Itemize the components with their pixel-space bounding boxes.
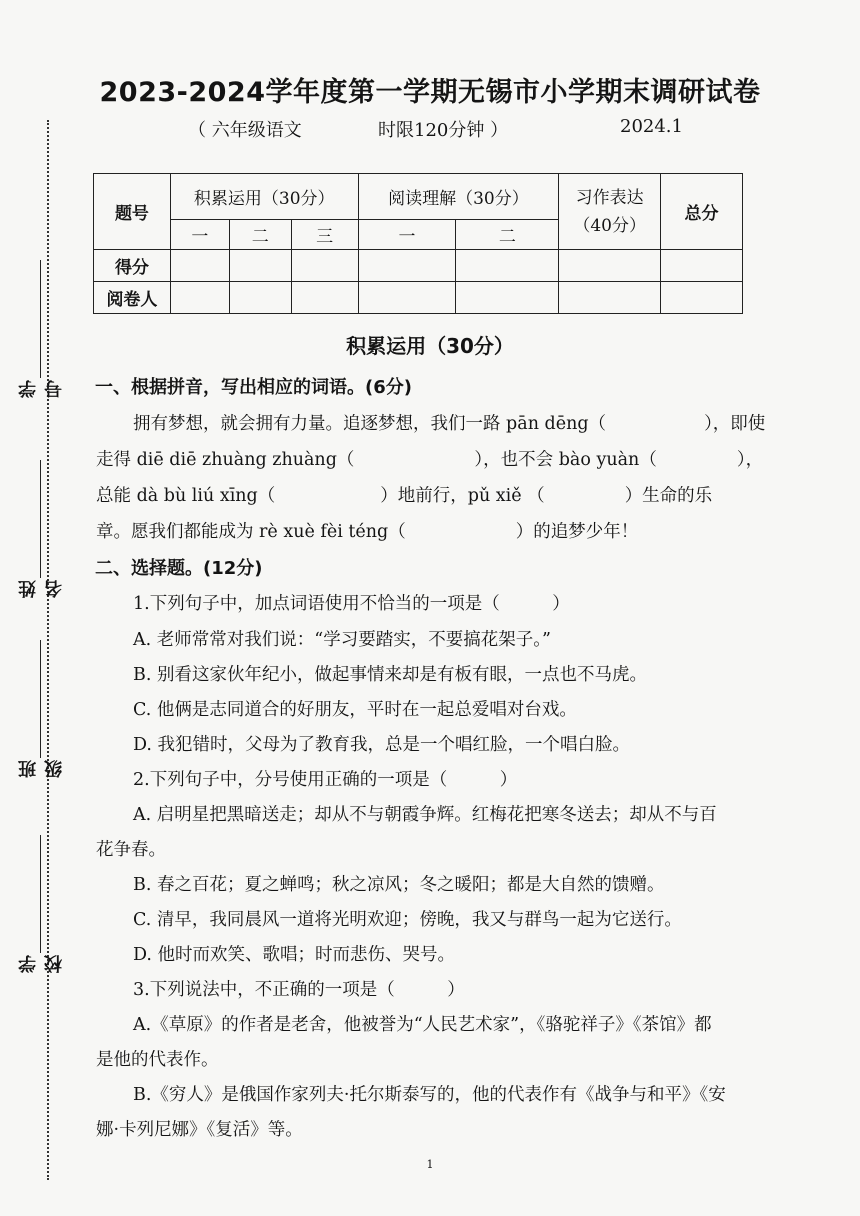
score-row-label: 得分 <box>94 250 171 282</box>
score-cell[interactable] <box>291 250 358 282</box>
time-limit: 时限120分钟 ） <box>378 120 509 141</box>
option-line: D. 他时而欢笑、歌唱；时而悲伤、哭号。 <box>133 945 456 965</box>
score-cell[interactable] <box>358 250 456 282</box>
exam-date: 2024.1 <box>620 116 683 137</box>
total-header: 总分 <box>661 174 743 250</box>
grader-cell[interactable] <box>559 282 661 314</box>
binding-margin <box>0 120 70 1180</box>
exam-title: 2023-2024学年度第一学期无锡市小学期末调研试卷 <box>99 77 761 108</box>
q2-heading: 二、选择题。(12分) <box>95 558 263 579</box>
sub-col-header: 三 <box>291 220 358 250</box>
score-cell[interactable] <box>170 250 229 282</box>
question-line: 2.下列句子中，分号使用正确的一项是（ ） <box>133 770 518 790</box>
sub-col-header: 二 <box>456 220 559 250</box>
question-number-header: 题号 <box>94 174 171 250</box>
option-line-continued: 是他的代表作。 <box>96 1050 219 1070</box>
grade-label: （ 六年级语文 <box>188 120 302 141</box>
grader-row-label: 阅卷人 <box>94 282 171 314</box>
question-line: 1.下列句子中，加点词语使用不恰当的一项是（ ） <box>133 594 570 614</box>
sub-col-header: 一 <box>170 220 229 250</box>
field-line <box>40 260 41 378</box>
q1-line-1: 拥有梦想，就会拥有力量。追逐梦想，我们一路 pān dēng（ ），即使 <box>133 414 766 434</box>
field-label: 班级 <box>18 760 65 778</box>
q1-heading: 一、根据拼音，写出相应的词语。(6分) <box>95 377 412 398</box>
field-line <box>40 835 41 953</box>
grader-cell[interactable] <box>170 282 229 314</box>
sub-col-header: 二 <box>229 220 291 250</box>
option-line-continued: 娜·卡列尼娜》《复活》等。 <box>96 1120 303 1140</box>
option-line: A. 启明星把黑暗送走；却从不与朝霞争辉。红梅花把寒冬送去；却从不与百 <box>133 805 717 825</box>
q1-line-4: 章。愿我们都能成为 rè xuè fèi téng（ ）的追梦少年！ <box>96 522 639 542</box>
option-line: B. 春之百花；夏之蝉鸣；秋之凉风；冬之暖阳；都是大自然的馈赠。 <box>133 875 665 895</box>
option-line: C. 清早，我同晨风一道将光明欢迎；傍晚，我又与群鸟一起为它送行。 <box>133 910 682 930</box>
section-title: 积累运用（30分） <box>346 334 514 358</box>
grader-cell[interactable] <box>661 282 743 314</box>
grader-cell[interactable] <box>291 282 358 314</box>
option-line: B. 别看这家伙年纪小，做起事情来却是有板有眼，一点也不马虎。 <box>133 665 647 685</box>
score-cell[interactable] <box>229 250 291 282</box>
field-line <box>40 460 41 578</box>
field-label: 学校 <box>18 955 65 973</box>
field-label: 姓名 <box>18 580 65 598</box>
sub-col-header: 一 <box>358 220 456 250</box>
grader-cell[interactable] <box>358 282 456 314</box>
grader-cell[interactable] <box>456 282 559 314</box>
score-table <box>93 173 743 314</box>
q1-line-3: 总能 dà bù liú xīng（ ）地前行，pǔ xiě （ ）生命的乐 <box>96 486 713 506</box>
option-line: C. 他俩是志同道合的好朋友，平时在一起总爱唱对台戏。 <box>133 700 577 720</box>
accumulation-header: 积累运用（30分） <box>170 174 358 220</box>
option-line: A. 老师常常对我们说：“学习要踏实，不要搞花架子。” <box>133 630 551 650</box>
option-line-continued: 花争春。 <box>96 840 166 860</box>
writing-header: 习作表达（40分） <box>559 174 661 250</box>
q1-line-2: 走得 diē diē zhuàng zhuàng（ ），也不会 bào yuàn（ ）， <box>96 450 764 470</box>
page-number: 1 <box>426 1158 434 1171</box>
option-line: A.《草原》的作者是老舍，他被誉为“人民艺术家”，《骆驼祥子》《茶馆》都 <box>133 1015 712 1035</box>
field-line <box>40 640 41 758</box>
grader-cell[interactable] <box>229 282 291 314</box>
option-line: D. 我犯错时，父母为了教育我，总是一个唱红脸，一个唱白脸。 <box>133 735 631 755</box>
score-cell[interactable] <box>661 250 743 282</box>
option-line: B.《穷人》是俄国作家列夫·托尔斯泰写的，他的代表作有《战争与和平》《安 <box>133 1085 726 1105</box>
reading-header: 阅读理解（30分） <box>358 174 559 220</box>
field-label: 学号 <box>18 380 65 398</box>
binding-dotted-line <box>47 120 49 1180</box>
score-cell[interactable] <box>456 250 559 282</box>
score-cell[interactable] <box>559 250 661 282</box>
question-line: 3.下列说法中，不正确的一项是（ ） <box>133 980 465 1000</box>
